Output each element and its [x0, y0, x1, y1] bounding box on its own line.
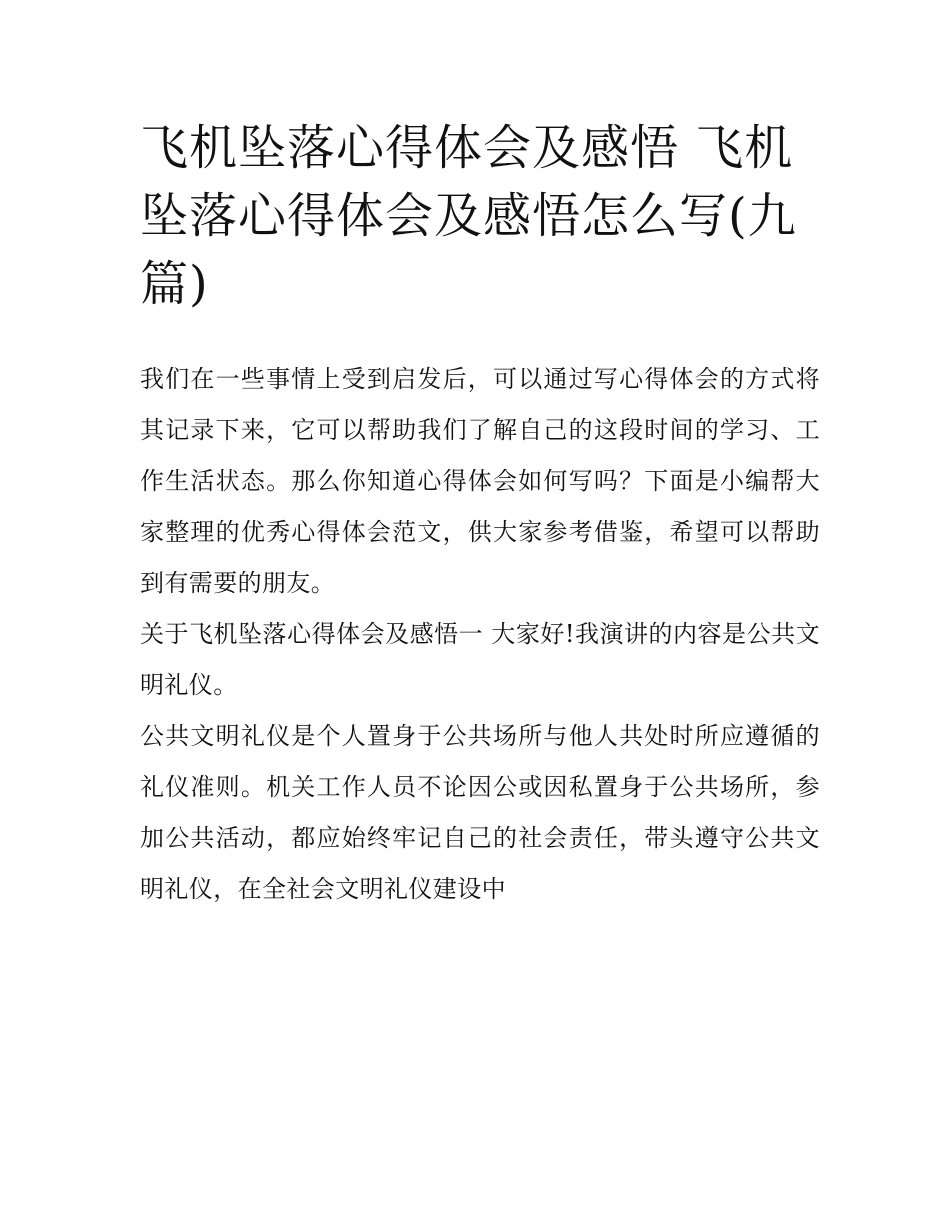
paragraph-public-etiquette: 公共文明礼仪是个人置身于公共场所与他人共处时所应遵循的礼仪准则。机关工作人员不论因公或因私置身于公共场所，参加公共活动，都应始终牢记自己的社会责任，带头遵守公共文明礼仪，在全社会文明礼仪建设中 [140, 722, 820, 903]
paragraph-intro: 我们在一些事情上受到启发后，可以通过写心得体会的方式将其记录下来，它可以帮助我们了解自己的这段时间的学习、工作生活状态。那么你知道心得体会如何写吗？下面是小编帮大家整理的优秀心得体会范文，供大家参考借鉴，希望可以帮助到有需要的朋友。 [140, 365, 820, 597]
document-title: 飞机坠落心得体会及感悟 飞机坠落心得体会及感悟怎么写(九篇) [140, 120, 797, 312]
document-body [140, 354, 820, 915]
paragraph-section-one: 关于飞机坠落心得体会及感悟一 大家好!我演讲的内容是公共文明礼仪。 [140, 620, 820, 699]
